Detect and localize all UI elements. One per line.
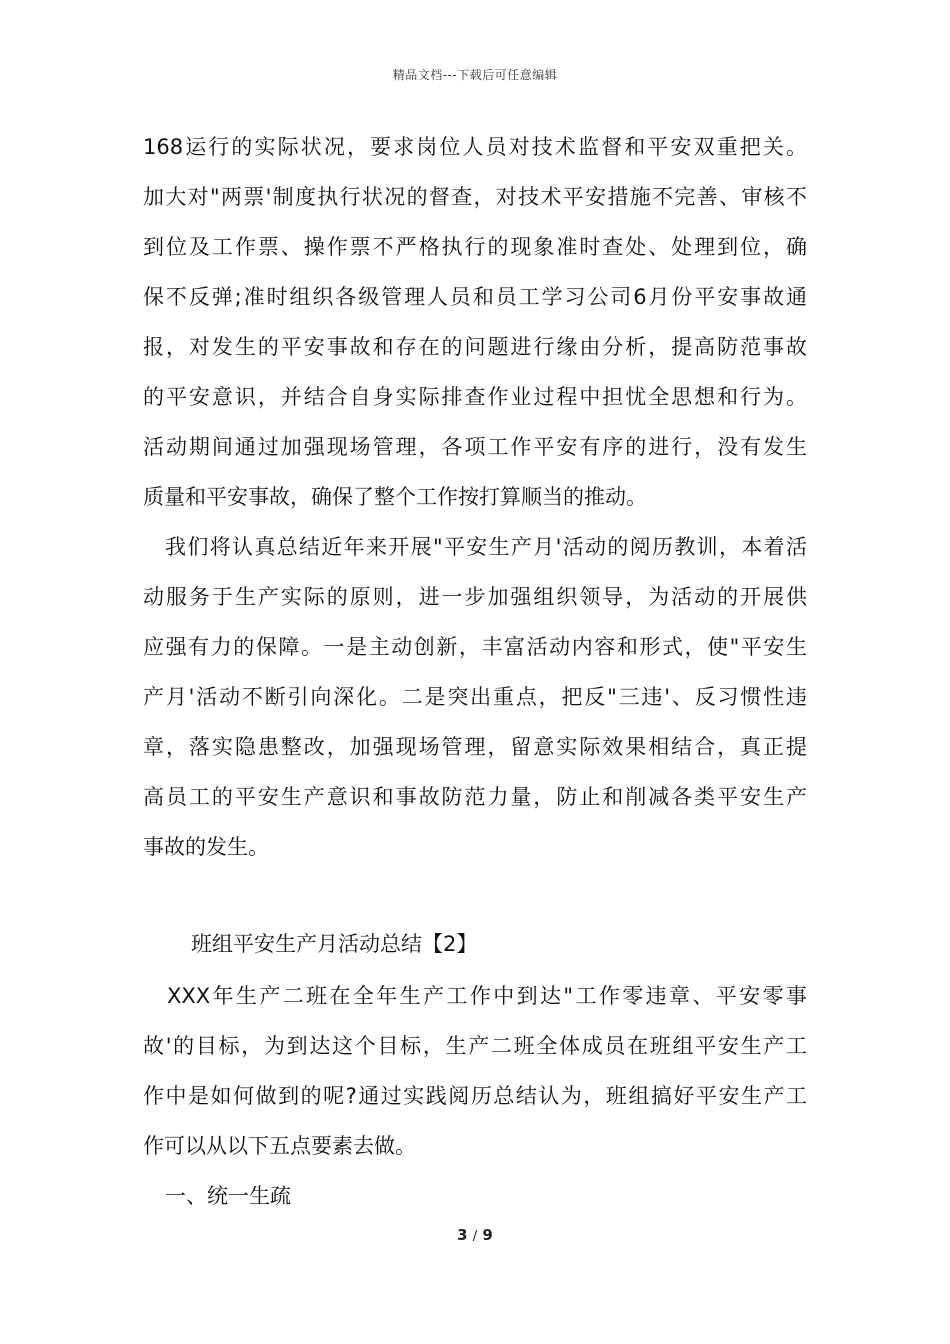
paragraph-line: 质量和平安事故，确保了整个工作按打算顺当的推动。 xyxy=(143,485,647,509)
paragraph-line: 活动期间通过加强现场管理，各项工作平安有序的进行，没有发生 xyxy=(143,435,807,459)
paragraph-line: 到位及工作票、操作票不严格执行的现象准时查处、处理到位，确 xyxy=(143,235,807,259)
paragraph-line: 报，对发生的平安事故和存在的问题进行缘由分析，提高防范事故 xyxy=(143,335,807,359)
page-header: 精品文档---下载后可任意编辑 xyxy=(392,68,558,82)
paragraph-line: 作中是如何做到的呢?通过实践阅历总结认为，班组搞好平安生产工 xyxy=(143,1084,807,1108)
page-number xyxy=(0,1226,950,1244)
paragraph-line: 我们将认真总结近年来开展"平安生产月'活动的阅历教训，本着活 xyxy=(165,535,807,559)
paragraph-line: XXX年生产二班在全年生产工作中到达"工作零违章、平安零事 xyxy=(167,984,807,1008)
paragraph-line: 故'的目标，为到达这个目标，生产二班全体成员在班组平安生产工 xyxy=(143,1034,807,1058)
page-current: 3 xyxy=(457,1226,468,1244)
paragraph-line: 168运行的实际状况，要求岗位人员对技术监督和平安双重把关。 xyxy=(143,135,807,159)
paragraph-line: 保不反弹;准时组织各级管理人员和员工学习公司6月份平安事故通 xyxy=(143,285,807,309)
paragraph-line: 的平安意识，并结合自身实际排查作业过程中担忧全思想和行为。 xyxy=(143,385,807,409)
paragraph-line: 章，落实隐患整改，加强现场管理，留意实际效果相结合，真正提 xyxy=(143,735,807,759)
paragraph-line: 产月'活动不断引向深化。二是突出重点，把反"三违'、反习惯性违 xyxy=(143,685,807,709)
paragraph-line: 作可以从以下五点要素去做。 xyxy=(143,1134,416,1158)
page-total: 9 xyxy=(482,1226,493,1244)
page-separator: / xyxy=(472,1229,478,1244)
paragraph-line: 事故的发生。 xyxy=(143,835,269,859)
paragraph-line: 动服务于生产实际的原则，进一步加强组织领导，为活动的开展供 xyxy=(143,585,807,609)
section-heading: 班组平安生产月活动总结【2】 xyxy=(191,932,478,956)
paragraph-line: 加大对"两票'制度执行状况的督查，对技术平安措施不完善、审核不 xyxy=(143,185,807,209)
paragraph-line: 高员工的平安生产意识和事故防范力量，防止和削减各类平安生产 xyxy=(143,785,807,809)
paragraph-line: 应强有力的保障。一是主动创新，丰富活动内容和形式，使"平安生 xyxy=(143,635,807,659)
subsection-heading: 一、统一生疏 xyxy=(165,1184,291,1208)
